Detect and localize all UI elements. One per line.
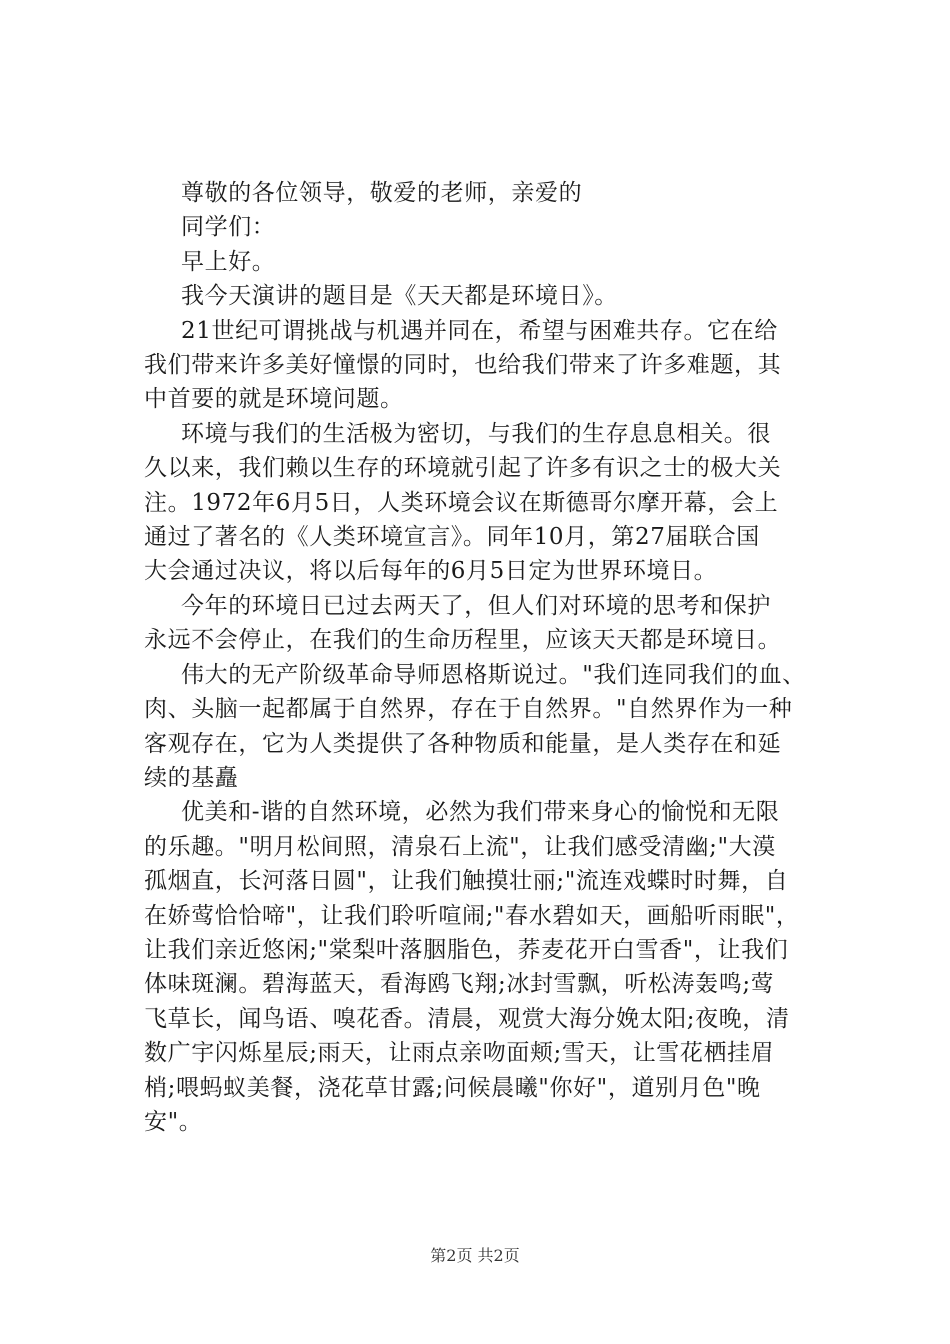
text-line: 飞草长，闻鸟语、嗅花香。清晨，观赏大海分娩太阳;夜晚，清	[144, 1005, 790, 1032]
text-line: 安"。	[144, 1108, 203, 1135]
text-line: 同学们：	[181, 214, 276, 241]
text-line: 梢;喂蚂蚁美餐，浇花草甘露;问候晨曦"你好"，道别月色"晚	[144, 1074, 761, 1101]
page-number-footer: 第2页 共2页	[430, 1246, 520, 1265]
text-line: 客观存在，它为人类提供了各种物质和能量，是人类存在和延	[144, 730, 782, 757]
text-line: 的乐趣。"明月松间照，清泉石上流"，让我们感受清幽;"大漠	[144, 833, 776, 860]
text-line: 在娇莺恰恰啼"，让我们聆听喧闹;"春水碧如天，画船听雨眠"，	[144, 902, 800, 929]
text-line: 永远不会停止，在我们的生命历程里，应该天天都是环境日。	[144, 627, 782, 654]
text-line: 大会通过决议，将以后每年的6月5日定为世界环境日。	[144, 558, 718, 585]
text-line: 尊敬的各位领导，敬爱的老师，亲爱的	[181, 180, 583, 206]
text-line: 让我们亲近悠闲;"棠梨叶落胭脂色，荞麦花开白雪香"，让我们	[144, 936, 789, 963]
text-line: 环境与我们的生活极为密切，与我们的生存息息相关。很	[181, 420, 771, 447]
speech-body	[144, 176, 834, 1139]
text-line: 久以来，我们赖以生存的环境就引起了许多有识之士的极大关	[144, 455, 782, 482]
text-line: 肉、头脑一起都属于自然界，存在于自然界。"自然界作为一种	[144, 696, 793, 723]
text-line: 注。1972年6月5日，人类环境会议在斯德哥尔摩开幕，会上	[144, 489, 779, 516]
text-line: 数广宇闪烁星辰;雨天，让雨点亲吻面颊;雪天，让雪花栖挂眉	[144, 1040, 775, 1067]
text-line: 伟大的无产阶级革命导师恩格斯说过。"我们连同我们的血、	[181, 661, 806, 688]
text-line: 通过了著名的《人类环境宣言》。同年10月，第27届联合国	[144, 524, 760, 551]
text-line: 孤烟直，长河落日圆"，让我们触摸壮丽;"流连戏蝶时时舞，自	[144, 868, 789, 895]
text-line: 我们带来许多美好憧憬的同时，也给我们带来了许多难题，其	[144, 352, 782, 379]
text-line: 续的基矗	[144, 764, 239, 791]
text-line: 体味斑澜。碧海蓝天，看海鸥飞翔;冰封雪飘，听松涛轰鸣;莺	[144, 971, 775, 998]
text-line: 中首要的就是环境问题。	[144, 386, 404, 413]
text-line: 今年的环境日已过去两天了，但人们对环境的思考和保护	[181, 592, 771, 619]
text-line: 早上好。	[181, 248, 276, 275]
text-line: 我今天演讲的题目是《天天都是环境日》。	[181, 283, 618, 310]
text-line: 优美和-谐的自然环境，必然为我们带来身心的愉悦和无限	[181, 799, 780, 826]
text-line: 21世纪可谓挑战与机遇并同在，希望与困难共存。它在给	[181, 317, 778, 344]
